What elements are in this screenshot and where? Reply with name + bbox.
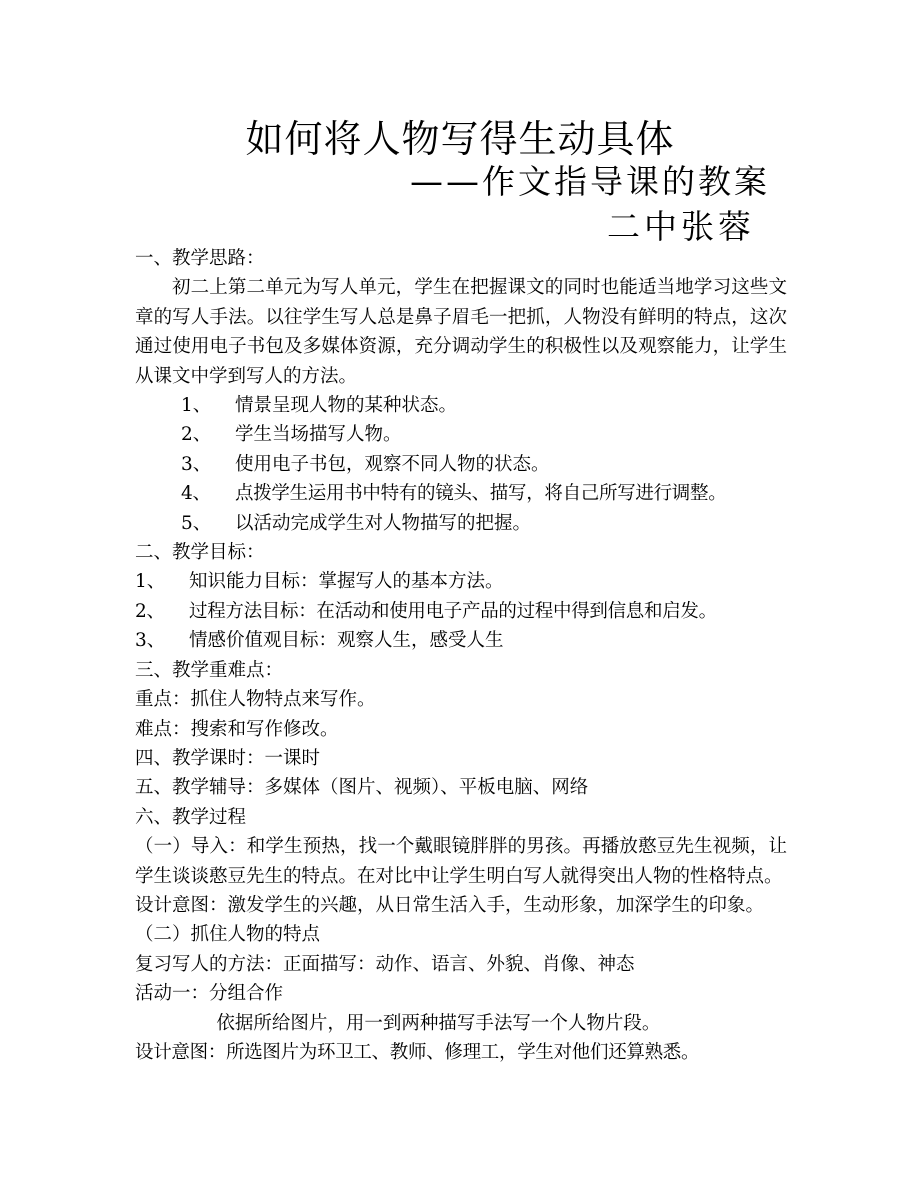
design-intent-2: 设计意图：所选图片为环卫工、教师、修理工，学生对他们还算熟悉。 — [135, 1041, 700, 1063]
difficult-point-line: 难点：搜索和写作修改。 — [135, 718, 339, 740]
list-item — [135, 391, 787, 420]
list-item-number: 1、 — [181, 395, 212, 417]
section-teaching-aids: 五、教学辅导：多媒体（图片、视频）、平板电脑、网络 — [135, 777, 589, 799]
list-item-number: 4、 — [181, 483, 211, 505]
design-intent-1: 设计意图：激发学生的兴趣，从日常生活入手，生动形象，加深学生的印象。 — [135, 894, 765, 916]
document-subtitle: ——作文指导课的教案 — [410, 162, 770, 201]
list-item-number: 2、 — [135, 600, 165, 622]
list-item-text: 情感价值观目标：观察人生，感受人生 — [189, 630, 504, 652]
list-item-text: 以活动完成学生对人物描写的把握。 — [235, 512, 532, 534]
list-item — [135, 420, 787, 449]
document-body — [135, 244, 787, 1067]
list-item-text: 情景呈现人物的某种状态。 — [235, 395, 458, 417]
activity-one-line: 活动一：分组合作 — [135, 983, 284, 1005]
teaching-idea-paragraph: 初二上第二单元为写人单元，学生在把握课文的同时也能适当地学习这些文章的写人手法。以往学生写人总是鼻子眉毛一把抓，人物没有鲜明的特点，这次通过使用电子书包及多媒体资源，充分调动学生的积极性以及观察能力，让学生从课文中学到写人的方法。 — [135, 277, 787, 387]
list-item-text: 知识能力目标：掌握写人的基本方法。 — [189, 571, 504, 593]
list-item — [135, 479, 787, 508]
list-item-number: 3、 — [181, 453, 212, 475]
list-item — [135, 450, 787, 479]
list-item-text: 点拨学生运用书中特有的镜头、描写，将自己所写进行调整。 — [235, 483, 727, 505]
list-item — [135, 567, 787, 596]
list-item — [135, 597, 787, 626]
list-item-number: 3、 — [135, 630, 166, 652]
list-item-number: 5、 — [181, 512, 212, 534]
section-class-hours: 四、教学课时：一课时 — [135, 747, 321, 769]
document-title: 如何将人物写得生动具体 — [245, 117, 675, 161]
section-heading-teaching-process: 六、教学过程 — [135, 806, 247, 828]
list-item-text: 学生当场描写人物。 — [235, 424, 402, 446]
key-point-line: 重点：抓住人物特点来写作。 — [135, 689, 376, 711]
document-author: 二中张蓉 — [607, 207, 755, 246]
list-item — [135, 509, 787, 538]
list-item — [135, 626, 787, 655]
list-item-text: 使用电子书包，观察不同人物的状态。 — [235, 453, 550, 475]
list-item-number: 2、 — [181, 424, 212, 446]
process-part-intro: （一）导入：和学生预热，找一个戴眼镜胖胖的男孩。再播放憨豆先生视频，让学生谈谈憨豆先生的特点。在对比中让学生明白写人就得突出人物的性格特点。 — [135, 836, 787, 887]
section-heading-teaching-idea: 一、教学思路： — [135, 248, 265, 269]
process-part-features: （二）抓住人物的特点 — [135, 924, 321, 946]
list-item-number: 1、 — [135, 571, 166, 593]
list-item-text: 过程方法目标：在活动和使用电子产品的过程中得到信息和启发。 — [189, 600, 717, 622]
activity-one-description: 依据所给图片，用一到两种描写手法写一个人物片段。 — [216, 1012, 661, 1034]
section-heading-key-points: 三、教学重难点： — [135, 659, 284, 681]
section-heading-teaching-goals: 二、教学目标： — [135, 542, 265, 564]
review-methods-line: 复习写人的方法：正面描写：动作、语言、外貌、肖像、神态 — [135, 953, 635, 975]
